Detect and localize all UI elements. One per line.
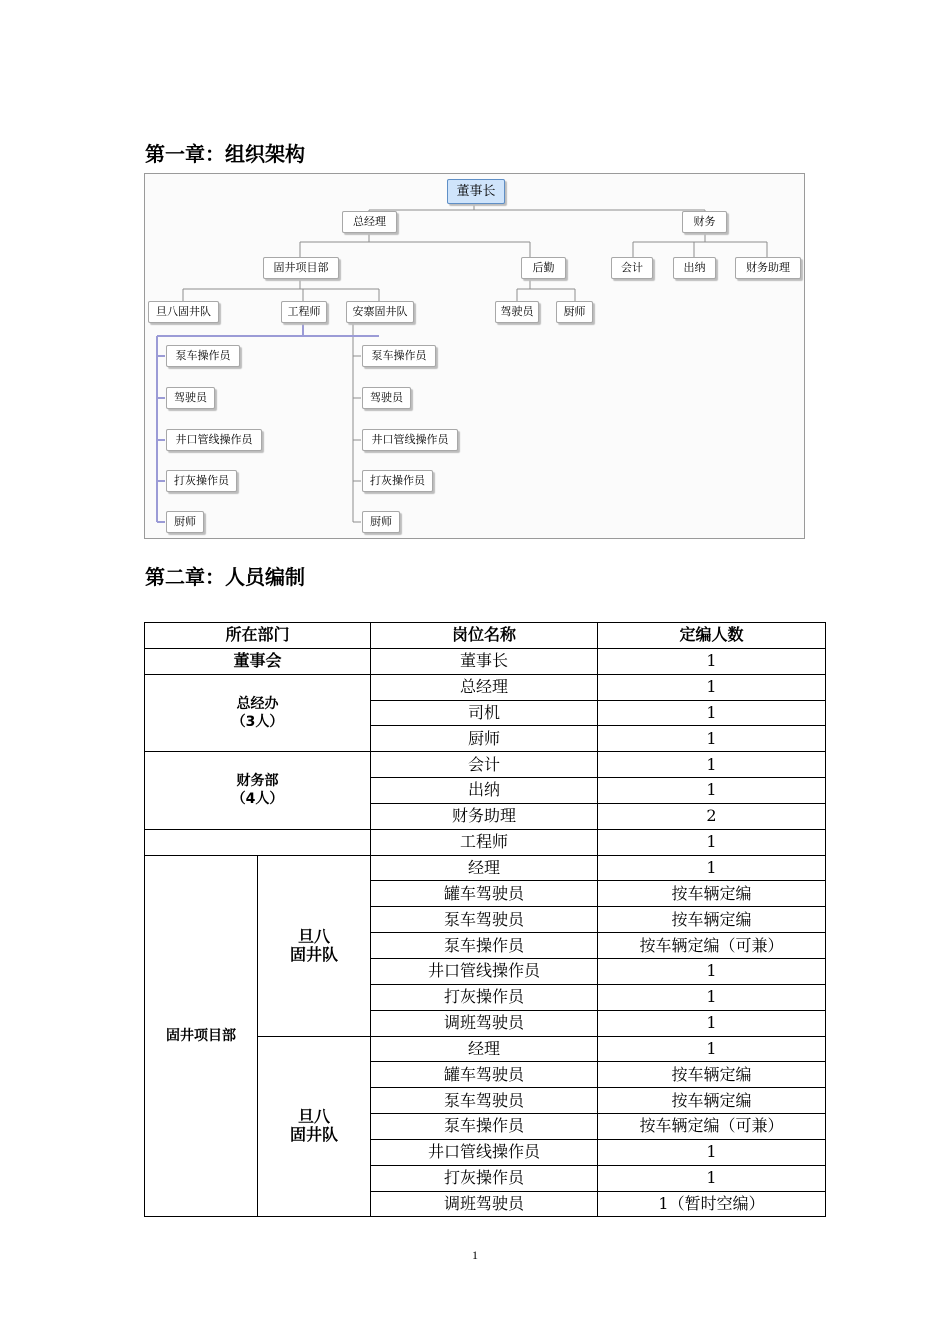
org-node-board-chairman: 董事长 bbox=[447, 179, 505, 204]
org-node-danba-team: 旦八固井队 bbox=[148, 301, 219, 323]
count-cell: 按车辆定编 bbox=[598, 907, 826, 933]
table-row bbox=[145, 674, 826, 700]
position-cell: 会计 bbox=[371, 752, 598, 778]
team-cell-1 bbox=[258, 855, 371, 1036]
org-node-logistics: 后勤 bbox=[521, 257, 566, 279]
count-cell: 按车辆定编 bbox=[598, 1088, 826, 1114]
table-row bbox=[145, 855, 826, 881]
dept-name: 总经办 bbox=[236, 695, 279, 712]
team-name-line1: 旦八 bbox=[298, 926, 331, 946]
count-cell: 1 bbox=[598, 726, 826, 752]
header-headcount: 定编人数 bbox=[598, 623, 826, 649]
count-cell: 按车辆定编（可兼） bbox=[598, 1114, 826, 1140]
org-node-ansai-team: 安寨固井队 bbox=[346, 301, 414, 323]
count-cell: 按车辆定编 bbox=[598, 881, 826, 907]
dept-cell-empty bbox=[145, 829, 371, 855]
header-department: 所在部门 bbox=[145, 623, 371, 649]
count-cell: 2 bbox=[598, 803, 826, 829]
position-cell: 打灰操作员 bbox=[371, 984, 598, 1010]
org-node-driver: 驾驶员 bbox=[495, 301, 539, 323]
count-cell: 按车辆定编（可兼） bbox=[598, 933, 826, 959]
org-node-team-b-driver: 驾驶员 bbox=[362, 387, 411, 409]
position-cell: 厨师 bbox=[371, 726, 598, 752]
table-row bbox=[145, 648, 826, 674]
count-cell: 1（暂时空编） bbox=[598, 1191, 826, 1217]
count-cell: 1 bbox=[598, 674, 826, 700]
dept-cell-gm-office bbox=[145, 674, 371, 752]
position-cell: 经理 bbox=[371, 1036, 598, 1062]
count-cell: 按车辆定编 bbox=[598, 1062, 826, 1088]
position-cell: 罐车驾驶员 bbox=[371, 1062, 598, 1088]
position-cell: 井口管线操作员 bbox=[371, 1139, 598, 1165]
table-header-row bbox=[145, 623, 826, 649]
org-node-finance-assistant: 财务助理 bbox=[735, 257, 801, 279]
org-node-engineer: 工程师 bbox=[281, 301, 327, 323]
header-position: 岗位名称 bbox=[371, 623, 598, 649]
org-node-team-b-cement-operator: 打灰操作员 bbox=[362, 470, 433, 492]
position-cell: 泵车操作员 bbox=[371, 933, 598, 959]
count-cell: 1 bbox=[598, 984, 826, 1010]
dept-headcount: （3人） bbox=[231, 713, 284, 730]
org-node-team-a-driver: 驾驶员 bbox=[166, 387, 215, 409]
page-number: 1 bbox=[472, 1248, 478, 1262]
dept-cell-cementing-project: 固井项目部 bbox=[145, 855, 258, 1217]
count-cell: 1 bbox=[598, 700, 826, 726]
team-name-line2: 固井队 bbox=[290, 944, 339, 964]
count-cell: 1 bbox=[598, 752, 826, 778]
position-cell: 工程师 bbox=[371, 829, 598, 855]
table-row bbox=[145, 752, 826, 778]
position-cell: 司机 bbox=[371, 700, 598, 726]
position-cell: 出纳 bbox=[371, 778, 598, 804]
org-node-general-manager: 总经理 bbox=[342, 211, 397, 233]
count-cell: 1 bbox=[598, 958, 826, 984]
count-cell: 1 bbox=[598, 829, 826, 855]
position-cell: 打灰操作员 bbox=[371, 1165, 598, 1191]
count-cell: 1 bbox=[598, 1139, 826, 1165]
chapter1-heading: 第一章：组织架构 bbox=[145, 142, 305, 166]
position-cell: 董事长 bbox=[371, 648, 598, 674]
table-row bbox=[145, 829, 826, 855]
count-cell: 1 bbox=[598, 648, 826, 674]
org-node-team-b-pump-operator: 泵车操作员 bbox=[362, 345, 436, 367]
position-cell: 调班驾驶员 bbox=[371, 1191, 598, 1217]
org-node-cashier: 出纳 bbox=[673, 257, 716, 279]
chapter2-heading: 第二章：人员编制 bbox=[145, 565, 305, 589]
staffing-table bbox=[144, 622, 826, 1217]
team-name-line2: 固井队 bbox=[290, 1125, 339, 1145]
position-cell: 调班驾驶员 bbox=[371, 1010, 598, 1036]
org-node-team-b-cook: 厨师 bbox=[362, 511, 400, 533]
org-node-accountant: 会计 bbox=[611, 257, 653, 279]
count-cell: 1 bbox=[598, 1036, 826, 1062]
dept-headcount: （4人） bbox=[231, 791, 284, 808]
org-chart bbox=[144, 173, 805, 539]
position-cell: 财务助理 bbox=[371, 803, 598, 829]
position-cell: 总经理 bbox=[371, 674, 598, 700]
team-cell-2 bbox=[258, 1036, 371, 1217]
position-cell: 泵车操作员 bbox=[371, 1114, 598, 1140]
position-cell: 井口管线操作员 bbox=[371, 958, 598, 984]
dept-cell-finance bbox=[145, 752, 371, 830]
org-node-team-a-cement-operator: 打灰操作员 bbox=[166, 470, 237, 492]
dept-cell-board: 董事会 bbox=[145, 648, 371, 674]
org-node-cook: 厨师 bbox=[556, 301, 593, 323]
count-cell: 1 bbox=[598, 1010, 826, 1036]
org-node-team-b-wellhead-operator: 井口管线操作员 bbox=[362, 429, 458, 451]
org-node-finance: 财务 bbox=[682, 211, 727, 233]
position-cell: 罐车驾驶员 bbox=[371, 881, 598, 907]
count-cell: 1 bbox=[598, 855, 826, 881]
count-cell: 1 bbox=[598, 1165, 826, 1191]
org-node-team-a-pump-operator: 泵车操作员 bbox=[166, 345, 240, 367]
team-name-line1: 旦八 bbox=[298, 1107, 331, 1127]
count-cell: 1 bbox=[598, 778, 826, 804]
org-node-team-a-cook: 厨师 bbox=[166, 511, 204, 533]
org-node-cementing-project-dept: 固井项目部 bbox=[263, 257, 339, 279]
position-cell: 泵车驾驶员 bbox=[371, 1088, 598, 1114]
position-cell: 经理 bbox=[371, 855, 598, 881]
dept-name: 财务部 bbox=[236, 773, 279, 790]
position-cell: 泵车驾驶员 bbox=[371, 907, 598, 933]
org-node-team-a-wellhead-operator: 井口管线操作员 bbox=[166, 429, 262, 451]
